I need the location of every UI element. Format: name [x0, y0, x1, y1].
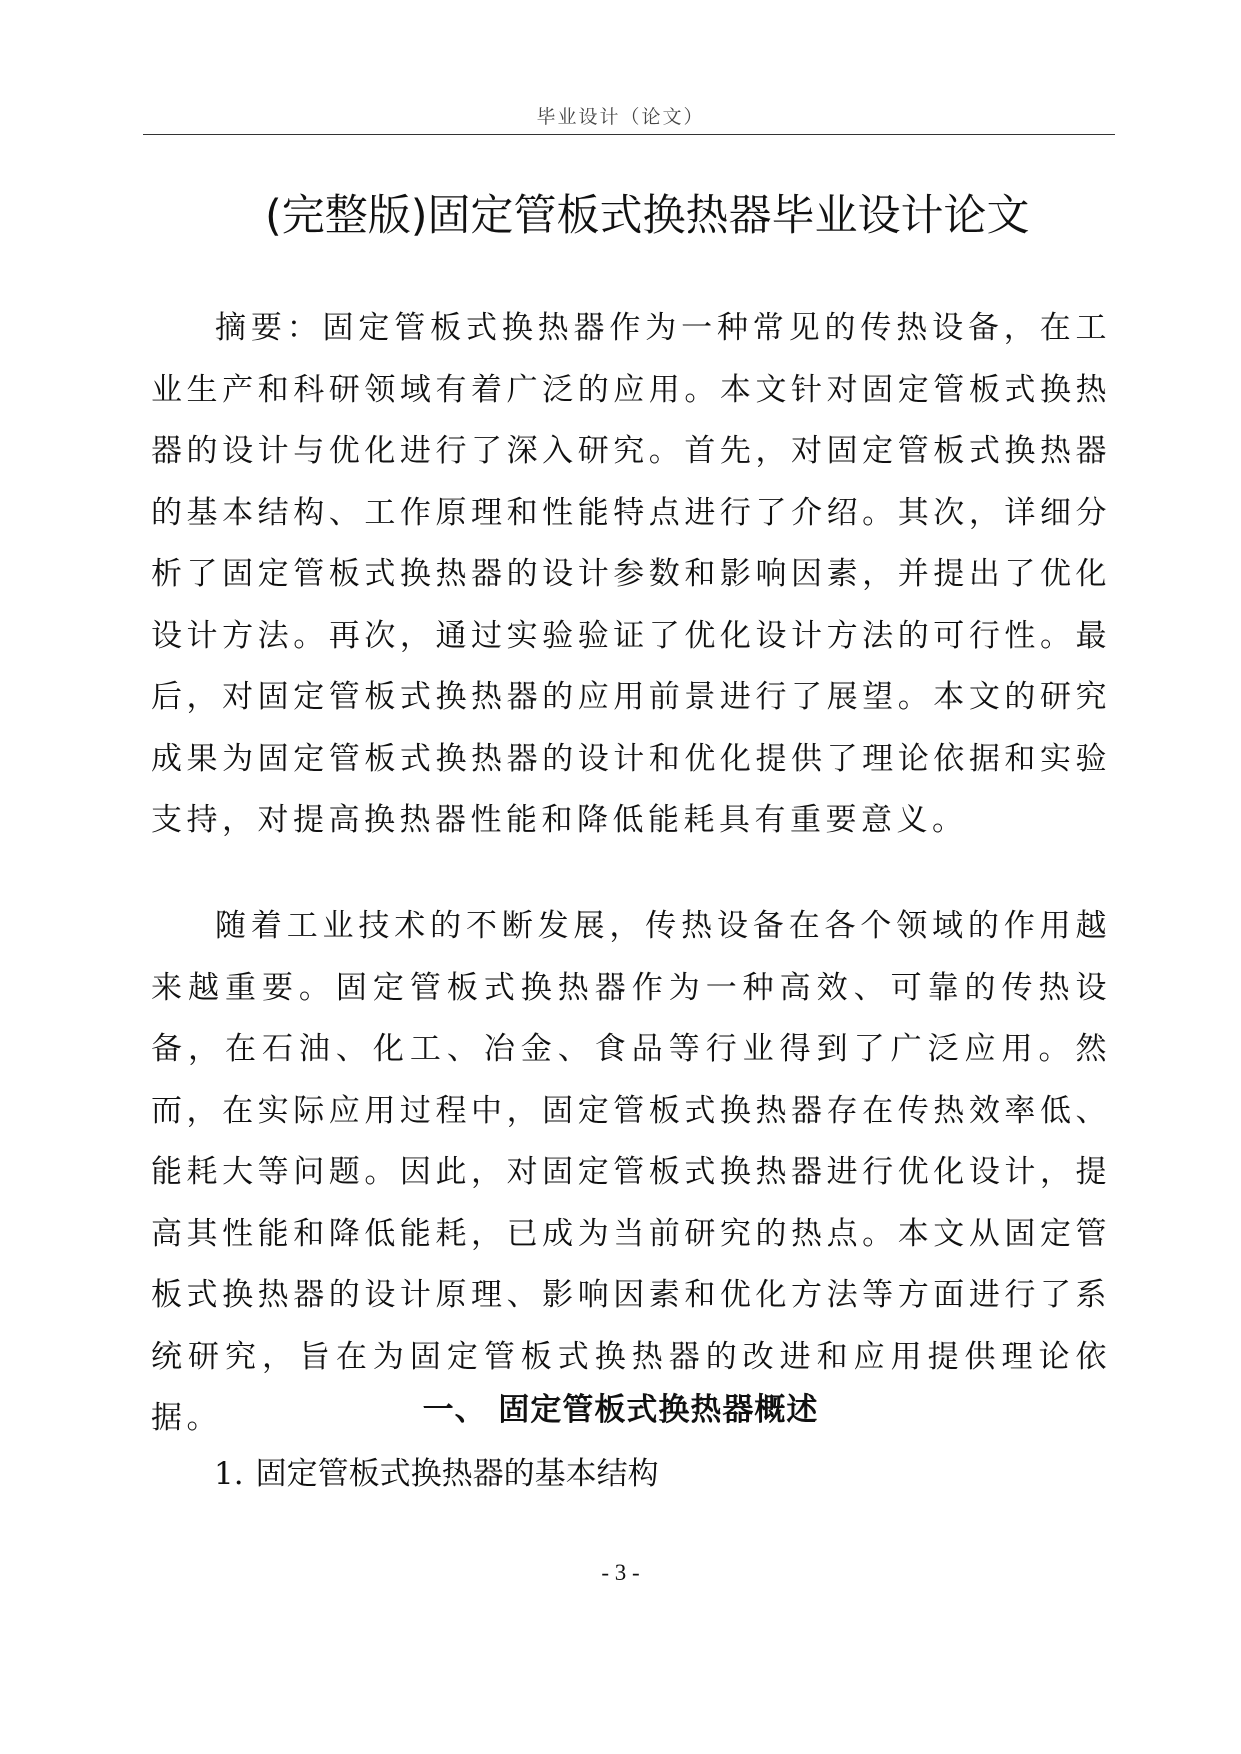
page-header: 毕业设计（论文） [536, 106, 705, 128]
page-number: - 3 - [601, 1560, 640, 1585]
subsection-number: 1. [214, 1456, 244, 1492]
header-divider [143, 134, 1115, 135]
introduction-paragraph: 随着工业技术的不断发展，传热设备在各个领域的作用越来越重要。固定管板式换热器作为一种高效、可靠的传热设备，在石油、化工、冶金、食品等行业得到了广泛应用。然而，在实际应用过程中，固定管板式换热器存在传热效率低、能耗大等问题。因此，对固定管板式换热器进行优化设计，提高其性能和降低能耗，已成为当前研究的热点。本文从固定管板式换热器的设计原理、影响因素和优化方法等方面进行了系统研究，旨在为固定管板式换热器的改进和应用提供理论依据。 [151, 908, 1111, 1436]
subsection-title: 固定管板式换热器的基本结构 [255, 1456, 659, 1492]
abstract-paragraph: 摘要：固定管板式换热器作为一种常见的传热设备，在工业生产和科研领域有着广泛的应用。本文针对固定管板式换热器的设计与优化进行了深入研究。首先，对固定管板式换热器的基本结构、工作原理和性能特点进行了介绍。其次，详细分析了固定管板式换热器的设计参数和影响因素，并提出了优化设计方法。再次，通过实验验证了优化设计方法的可行性。最后，对固定管板式换热器的应用前景进行了展望。本文的研究成果为固定管板式换热器的设计和优化提供了理论依据和实验支持，对提高换热器性能和降低能耗具有重要意义。 [151, 310, 1111, 838]
document-title: (完整版)固定管板式换热器毕业设计论文 [265, 191, 1030, 241]
section-heading: 一、 固定管板式换热器概述 [422, 1392, 819, 1428]
subsection-heading [214, 1451, 659, 1497]
